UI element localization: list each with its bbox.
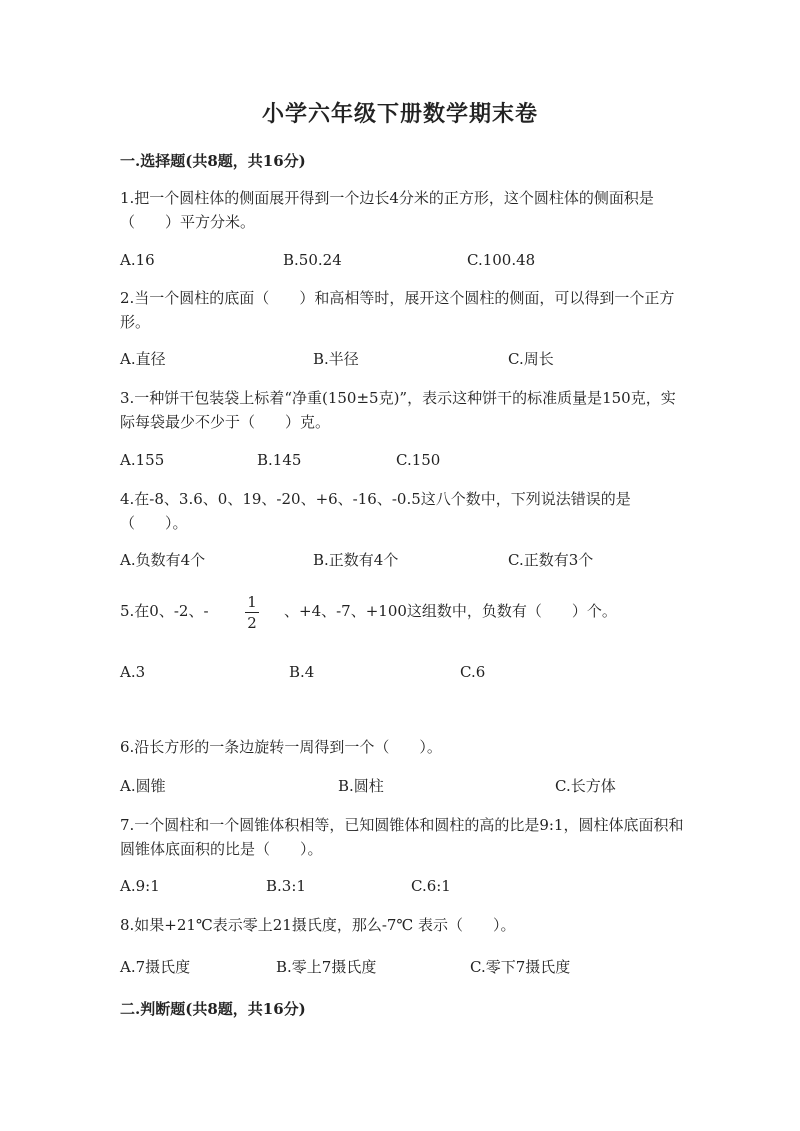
question-5-option-a: A.3 <box>120 663 146 681</box>
question-2-option-b: B.半径 <box>313 350 359 368</box>
question-6-option-a: A.圆锥 <box>120 777 166 795</box>
question-6-option-b: B.圆柱 <box>338 777 384 795</box>
question-4-option-b: B.正数有4个 <box>313 551 399 569</box>
section-heading-choice: 一.选择题(共8题，共16分) <box>120 152 306 170</box>
question-1-option-c: C.100.48 <box>467 251 536 269</box>
question-6: 6.沿长方形的一条边旋转一周得到一个（ ）。 <box>120 738 442 756</box>
question-7-option-a: A.9:1 <box>120 877 160 895</box>
question-4-option-c: C.正数有3个 <box>508 551 594 569</box>
question-4: 4.在-8、3.6、0、19、-20、+6、-16、-0.5这八个数中，下列说法错误的是（ ）。 <box>120 490 631 532</box>
question-5-prefix: 5.在0、-2、- <box>120 602 209 620</box>
question-8-option-a: A.7摄氏度 <box>120 958 191 976</box>
question-2-option-a: A.直径 <box>120 350 166 368</box>
question-5-fraction <box>245 593 259 632</box>
fraction-bar <box>245 612 259 613</box>
question-5-option-b: B.4 <box>289 663 315 681</box>
question-3: 3.一种饼干包装袋上标着“净重(150±5克)”，表示这种饼干的标准质量是150克，实际每袋最少不少于（ ）克。 <box>120 389 676 431</box>
question-4-option-a: A.负数有4个 <box>120 551 206 569</box>
question-5-option-c: C.6 <box>460 663 486 681</box>
page-title: 小学六年级下册数学期末卷 <box>261 101 538 127</box>
question-7: 7.一个圆柱和一个圆锥体积相等，已知圆锥体和圆柱的高的比是9:1，圆柱体底面积和圆锥体底面积的比是（ ）。 <box>120 816 684 858</box>
question-1-option-a: A.16 <box>120 251 155 269</box>
question-6-option-c: C.长方体 <box>555 777 616 795</box>
question-3-option-a: A.155 <box>120 451 165 469</box>
question-1: 1.把一个圆柱体的侧面展开得到一个边长4分米的正方形，这个圆柱体的侧面积是（ ）平方分米。 <box>120 189 654 231</box>
question-3-option-c: C.150 <box>396 451 441 469</box>
question-2-option-c: C.周长 <box>508 350 554 368</box>
question-7-option-c: C.6:1 <box>411 877 451 895</box>
question-2: 2.当一个圆柱的底面（ ）和高相等时，展开这个圆柱的侧面，可以得到一个正方形。 <box>120 289 675 331</box>
question-7-option-b: B.3:1 <box>266 877 306 895</box>
question-3-option-b: B.145 <box>257 451 302 469</box>
question-5-suffix: 、+4、-7、+100这组数中，负数有（ ）个。 <box>284 602 617 620</box>
question-1-option-b: B.50.24 <box>283 251 342 269</box>
question-8-option-b: B.零上7摄氏度 <box>276 958 377 976</box>
section-heading-judgement: 二.判断题(共8题，共16分) <box>120 1000 306 1018</box>
fraction-denominator: 2 <box>247 614 257 632</box>
question-8-option-c: C.零下7摄氏度 <box>470 958 571 976</box>
fraction-numerator: 1 <box>247 593 257 611</box>
question-8: 8.如果+21℃表示零上21摄氏度，那么-7℃ 表示（ ）。 <box>120 916 516 934</box>
